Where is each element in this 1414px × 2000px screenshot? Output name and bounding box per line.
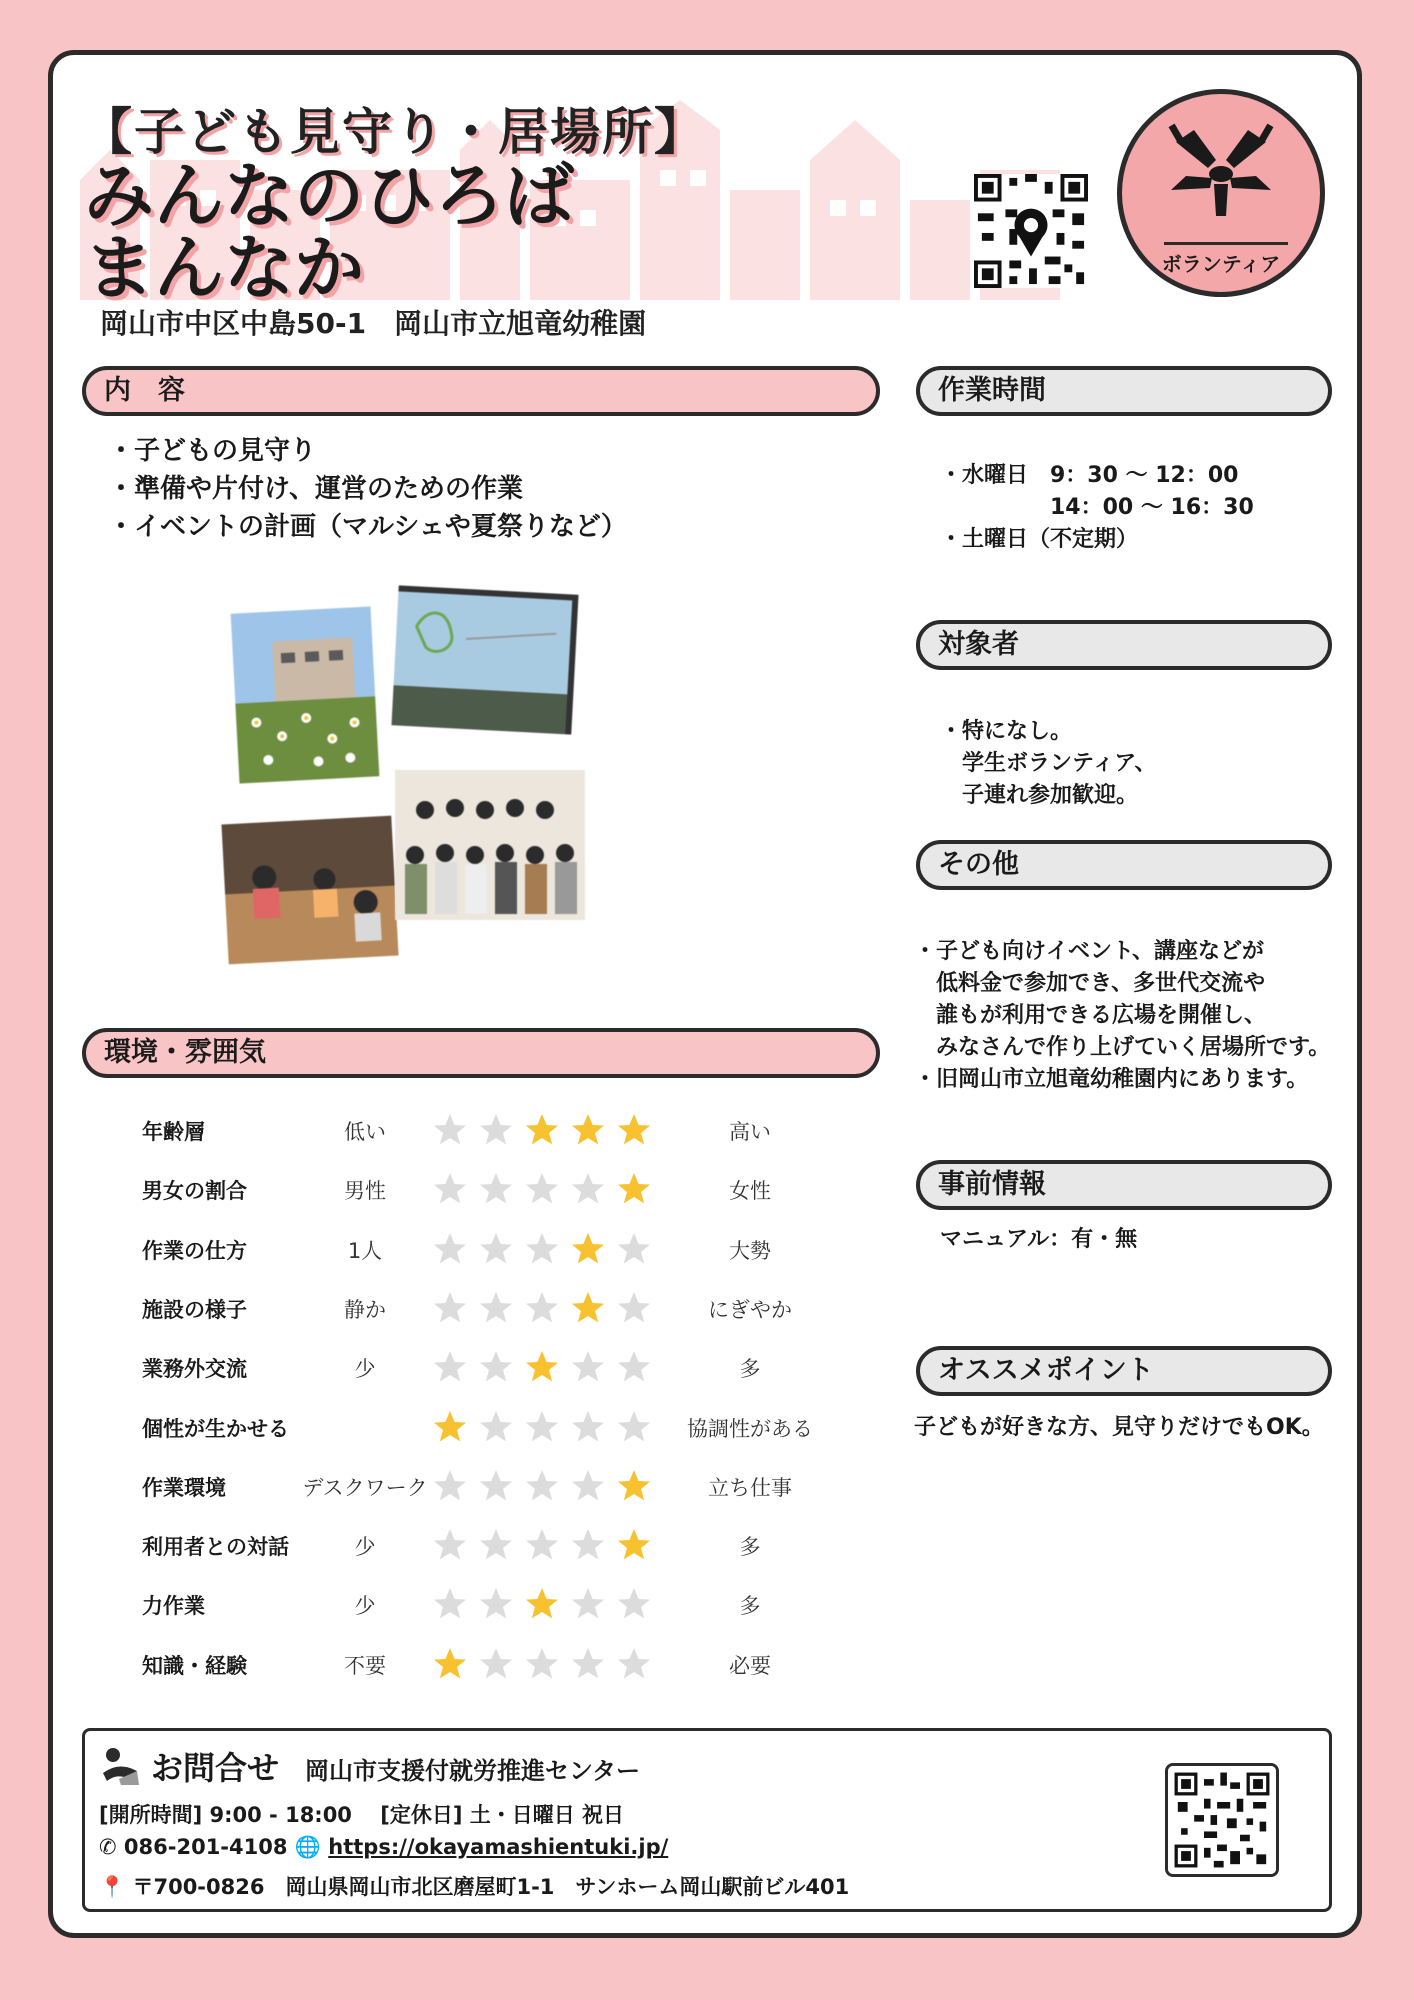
photo-building-flowers — [231, 606, 380, 783]
rating-stars — [432, 1468, 652, 1504]
list-item: ・イベントの計画（マルシェや夏祭りなど） — [108, 512, 627, 542]
rating-high-label: 女性 — [729, 1179, 771, 1204]
place-address: 岡山市中区中島50-1 岡山市立旭竜幼稚園 — [100, 307, 647, 340]
star-filled-icon — [570, 1231, 606, 1267]
star-empty-icon — [616, 1290, 652, 1326]
place-name-line1: みんなのひろば — [84, 155, 574, 237]
rating-stars — [432, 1409, 652, 1445]
star-empty-icon — [432, 1171, 468, 1207]
rating-low-label: 少 — [354, 1357, 376, 1382]
star-empty-icon — [478, 1290, 514, 1326]
website-qr-code[interactable] — [1165, 1763, 1279, 1877]
recommend-heading: オススメポイント — [916, 1346, 1332, 1396]
star-filled-icon — [524, 1112, 560, 1148]
work-hours-heading: 作業時間 — [916, 366, 1332, 416]
rating-label: 男女の割合 — [142, 1179, 247, 1204]
other-line: ・旧岡山市立旭竜幼稚園内にあります。 — [914, 1067, 1309, 1092]
rating-label: 作業環境 — [142, 1475, 226, 1500]
other-line: みなさんで作り上げていく居場所です。 — [914, 1035, 1331, 1060]
rating-label: 利用者との対話 — [142, 1535, 289, 1560]
place-name-line2: まんなか — [84, 227, 364, 309]
phone-icon: ✆ — [99, 1835, 117, 1859]
rating-label: 個性が生かせる — [142, 1416, 289, 1441]
target-heading: 対象者 — [916, 620, 1332, 670]
star-empty-icon — [432, 1290, 468, 1326]
prior-info-text: マニュアル：有・無 — [940, 1227, 1138, 1252]
contact-phone-url — [99, 1835, 668, 1860]
rating-low-label: 低い — [344, 1120, 386, 1144]
list-item: ・子どもの見守り — [108, 436, 317, 466]
star-filled-icon — [616, 1468, 652, 1504]
contact-box — [82, 1728, 1332, 1912]
rating-row — [100, 1466, 860, 1506]
star-empty-icon — [478, 1646, 514, 1682]
star-empty-icon — [570, 1646, 606, 1682]
rating-low-label: デスクワーク — [302, 1475, 428, 1500]
contact-address-line — [99, 1871, 849, 1901]
work-hours-line: ・水曜日 9：30 〜 12：00 — [940, 463, 1239, 488]
star-empty-icon — [478, 1171, 514, 1207]
rating-row — [100, 1169, 860, 1209]
star-empty-icon — [432, 1586, 468, 1622]
rating-label: 施設の様子 — [142, 1297, 247, 1322]
rating-row — [100, 1288, 860, 1328]
star-empty-icon — [478, 1468, 514, 1504]
photo-group — [395, 770, 585, 920]
star-empty-icon — [478, 1409, 514, 1445]
star-empty-icon — [616, 1409, 652, 1445]
star-empty-icon — [570, 1586, 606, 1622]
rating-label: 力作業 — [142, 1594, 205, 1619]
rating-row — [100, 1584, 860, 1624]
prior-info-heading: 事前情報 — [916, 1160, 1332, 1210]
star-filled-icon — [570, 1112, 606, 1148]
star-empty-icon — [570, 1171, 606, 1207]
rating-label: 作業の仕方 — [142, 1238, 247, 1263]
rating-high-label: 協調性がある — [687, 1416, 813, 1441]
star-filled-icon — [616, 1527, 652, 1563]
contact-address: 〒700-0826 岡山県岡山市北区磨屋町1-1 サンホーム岡山駅前ビル401 — [132, 1875, 850, 1899]
work-hours-line: 14：00 〜 16：30 — [940, 495, 1254, 520]
rating-high-label: 多 — [739, 1535, 761, 1560]
target-text — [940, 684, 1156, 844]
star-empty-icon — [616, 1586, 652, 1622]
star-filled-icon — [432, 1646, 468, 1682]
rating-low-label: 1人 — [347, 1238, 383, 1263]
star-empty-icon — [524, 1468, 560, 1504]
star-empty-icon — [570, 1409, 606, 1445]
star-filled-icon — [432, 1409, 468, 1445]
rating-high-label: にぎやか — [708, 1297, 792, 1322]
place-name — [84, 155, 574, 309]
rating-stars — [432, 1349, 652, 1385]
contact-url-link[interactable]: https://okayamashientuki.jp/ — [328, 1835, 669, 1859]
star-empty-icon — [478, 1231, 514, 1267]
star-empty-icon — [570, 1468, 606, 1504]
other-text — [914, 904, 1330, 1128]
rating-low-label: 少 — [354, 1594, 376, 1619]
rating-stars — [432, 1586, 652, 1622]
photo-collage — [225, 590, 595, 980]
rating-row — [100, 1407, 860, 1447]
rating-row — [100, 1347, 860, 1387]
hands-together-icon — [1166, 112, 1276, 222]
list-item: ・準備や片付け、運営のための作業 — [108, 474, 523, 504]
target-line: 子連れ参加歓迎。 — [940, 783, 1139, 808]
work-hours-line: ・土曜日（不定期） — [940, 527, 1139, 552]
rating-stars — [432, 1231, 652, 1267]
rating-stars — [432, 1112, 652, 1148]
rating-stars — [432, 1171, 652, 1207]
globe-icon: 🌐 — [294, 1835, 321, 1859]
rating-row — [100, 1110, 860, 1150]
rating-low-label: 男性 — [344, 1179, 386, 1204]
star-empty-icon — [616, 1646, 652, 1682]
rating-high-label: 多 — [739, 1594, 761, 1619]
star-empty-icon — [478, 1349, 514, 1385]
contact-org: 岡山市支援付就労推進センター — [305, 1757, 641, 1785]
badge-label: ボランティア — [1161, 252, 1281, 276]
star-empty-icon — [524, 1646, 560, 1682]
environment-heading: 環境・雰囲気 — [82, 1028, 880, 1078]
star-empty-icon — [524, 1409, 560, 1445]
photo-window-drawing — [391, 585, 578, 734]
star-filled-icon — [616, 1112, 652, 1148]
content-heading: 内 容 — [82, 366, 880, 416]
rating-row — [100, 1229, 860, 1269]
star-empty-icon — [570, 1527, 606, 1563]
rating-high-label: 多 — [739, 1357, 761, 1382]
star-empty-icon — [432, 1231, 468, 1267]
star-filled-icon — [524, 1586, 560, 1622]
map-qr-code[interactable] — [974, 174, 1088, 288]
star-empty-icon — [432, 1112, 468, 1148]
star-empty-icon — [432, 1468, 468, 1504]
rating-label: 知識・経験 — [142, 1653, 247, 1678]
other-line: 低料金で参加でき、多世代交流や — [914, 971, 1266, 996]
rating-label: 業務外交流 — [142, 1357, 247, 1382]
star-empty-icon — [616, 1231, 652, 1267]
star-empty-icon — [524, 1290, 560, 1326]
org-logo-icon — [99, 1745, 141, 1787]
location-pin-icon: 📍 — [99, 1875, 126, 1899]
star-empty-icon — [570, 1349, 606, 1385]
other-line: 誰もが利用できる広場を開催し、 — [914, 1003, 1267, 1028]
rating-stars — [432, 1646, 652, 1682]
work-hours-text — [940, 428, 1254, 588]
target-line: 学生ボランティア、 — [940, 751, 1157, 776]
star-empty-icon — [524, 1171, 560, 1207]
rating-high-label: 大勢 — [729, 1238, 771, 1263]
recommend-text: 子どもが好きな方、見守りだけでもOK。 — [914, 1415, 1324, 1440]
rating-stars — [432, 1527, 652, 1563]
rating-high-label: 必要 — [729, 1653, 771, 1678]
rating-low-label: 少 — [354, 1535, 376, 1560]
rating-label: 年齢層 — [142, 1120, 205, 1144]
rating-stars — [432, 1290, 652, 1326]
rating-high-label: 高い — [729, 1120, 771, 1144]
contact-hours: [開所時間] 9:00 - 18:00 [定休日] 土・日曜日 祝日 — [99, 1803, 625, 1827]
star-empty-icon — [432, 1527, 468, 1563]
star-filled-icon — [570, 1290, 606, 1326]
star-empty-icon — [478, 1586, 514, 1622]
rating-row — [100, 1525, 860, 1565]
rating-low-label: 不要 — [344, 1653, 386, 1678]
other-heading: その他 — [916, 840, 1332, 890]
other-line: ・子ども向けイベント、講座などが — [914, 939, 1265, 964]
volunteer-badge — [1117, 89, 1325, 297]
badge-divider — [1164, 242, 1288, 245]
target-line: ・特になし。 — [940, 719, 1073, 744]
star-empty-icon — [524, 1527, 560, 1563]
star-filled-icon — [524, 1349, 560, 1385]
star-empty-icon — [616, 1349, 652, 1385]
rating-high-label: 立ち仕事 — [708, 1475, 792, 1500]
rating-low-label: 静か — [344, 1297, 386, 1322]
category-title: 【子ども見守り・居場所】 — [82, 103, 706, 161]
star-empty-icon — [478, 1527, 514, 1563]
rating-row — [100, 1644, 860, 1684]
contact-phone[interactable]: 086-201-4108 — [123, 1835, 288, 1859]
star-empty-icon — [478, 1112, 514, 1148]
star-filled-icon — [616, 1171, 652, 1207]
content-list — [108, 432, 627, 546]
photo-kids-playing — [221, 816, 398, 965]
star-empty-icon — [432, 1349, 468, 1385]
star-empty-icon — [524, 1231, 560, 1267]
contact-title: お問合せ — [151, 1749, 280, 1787]
